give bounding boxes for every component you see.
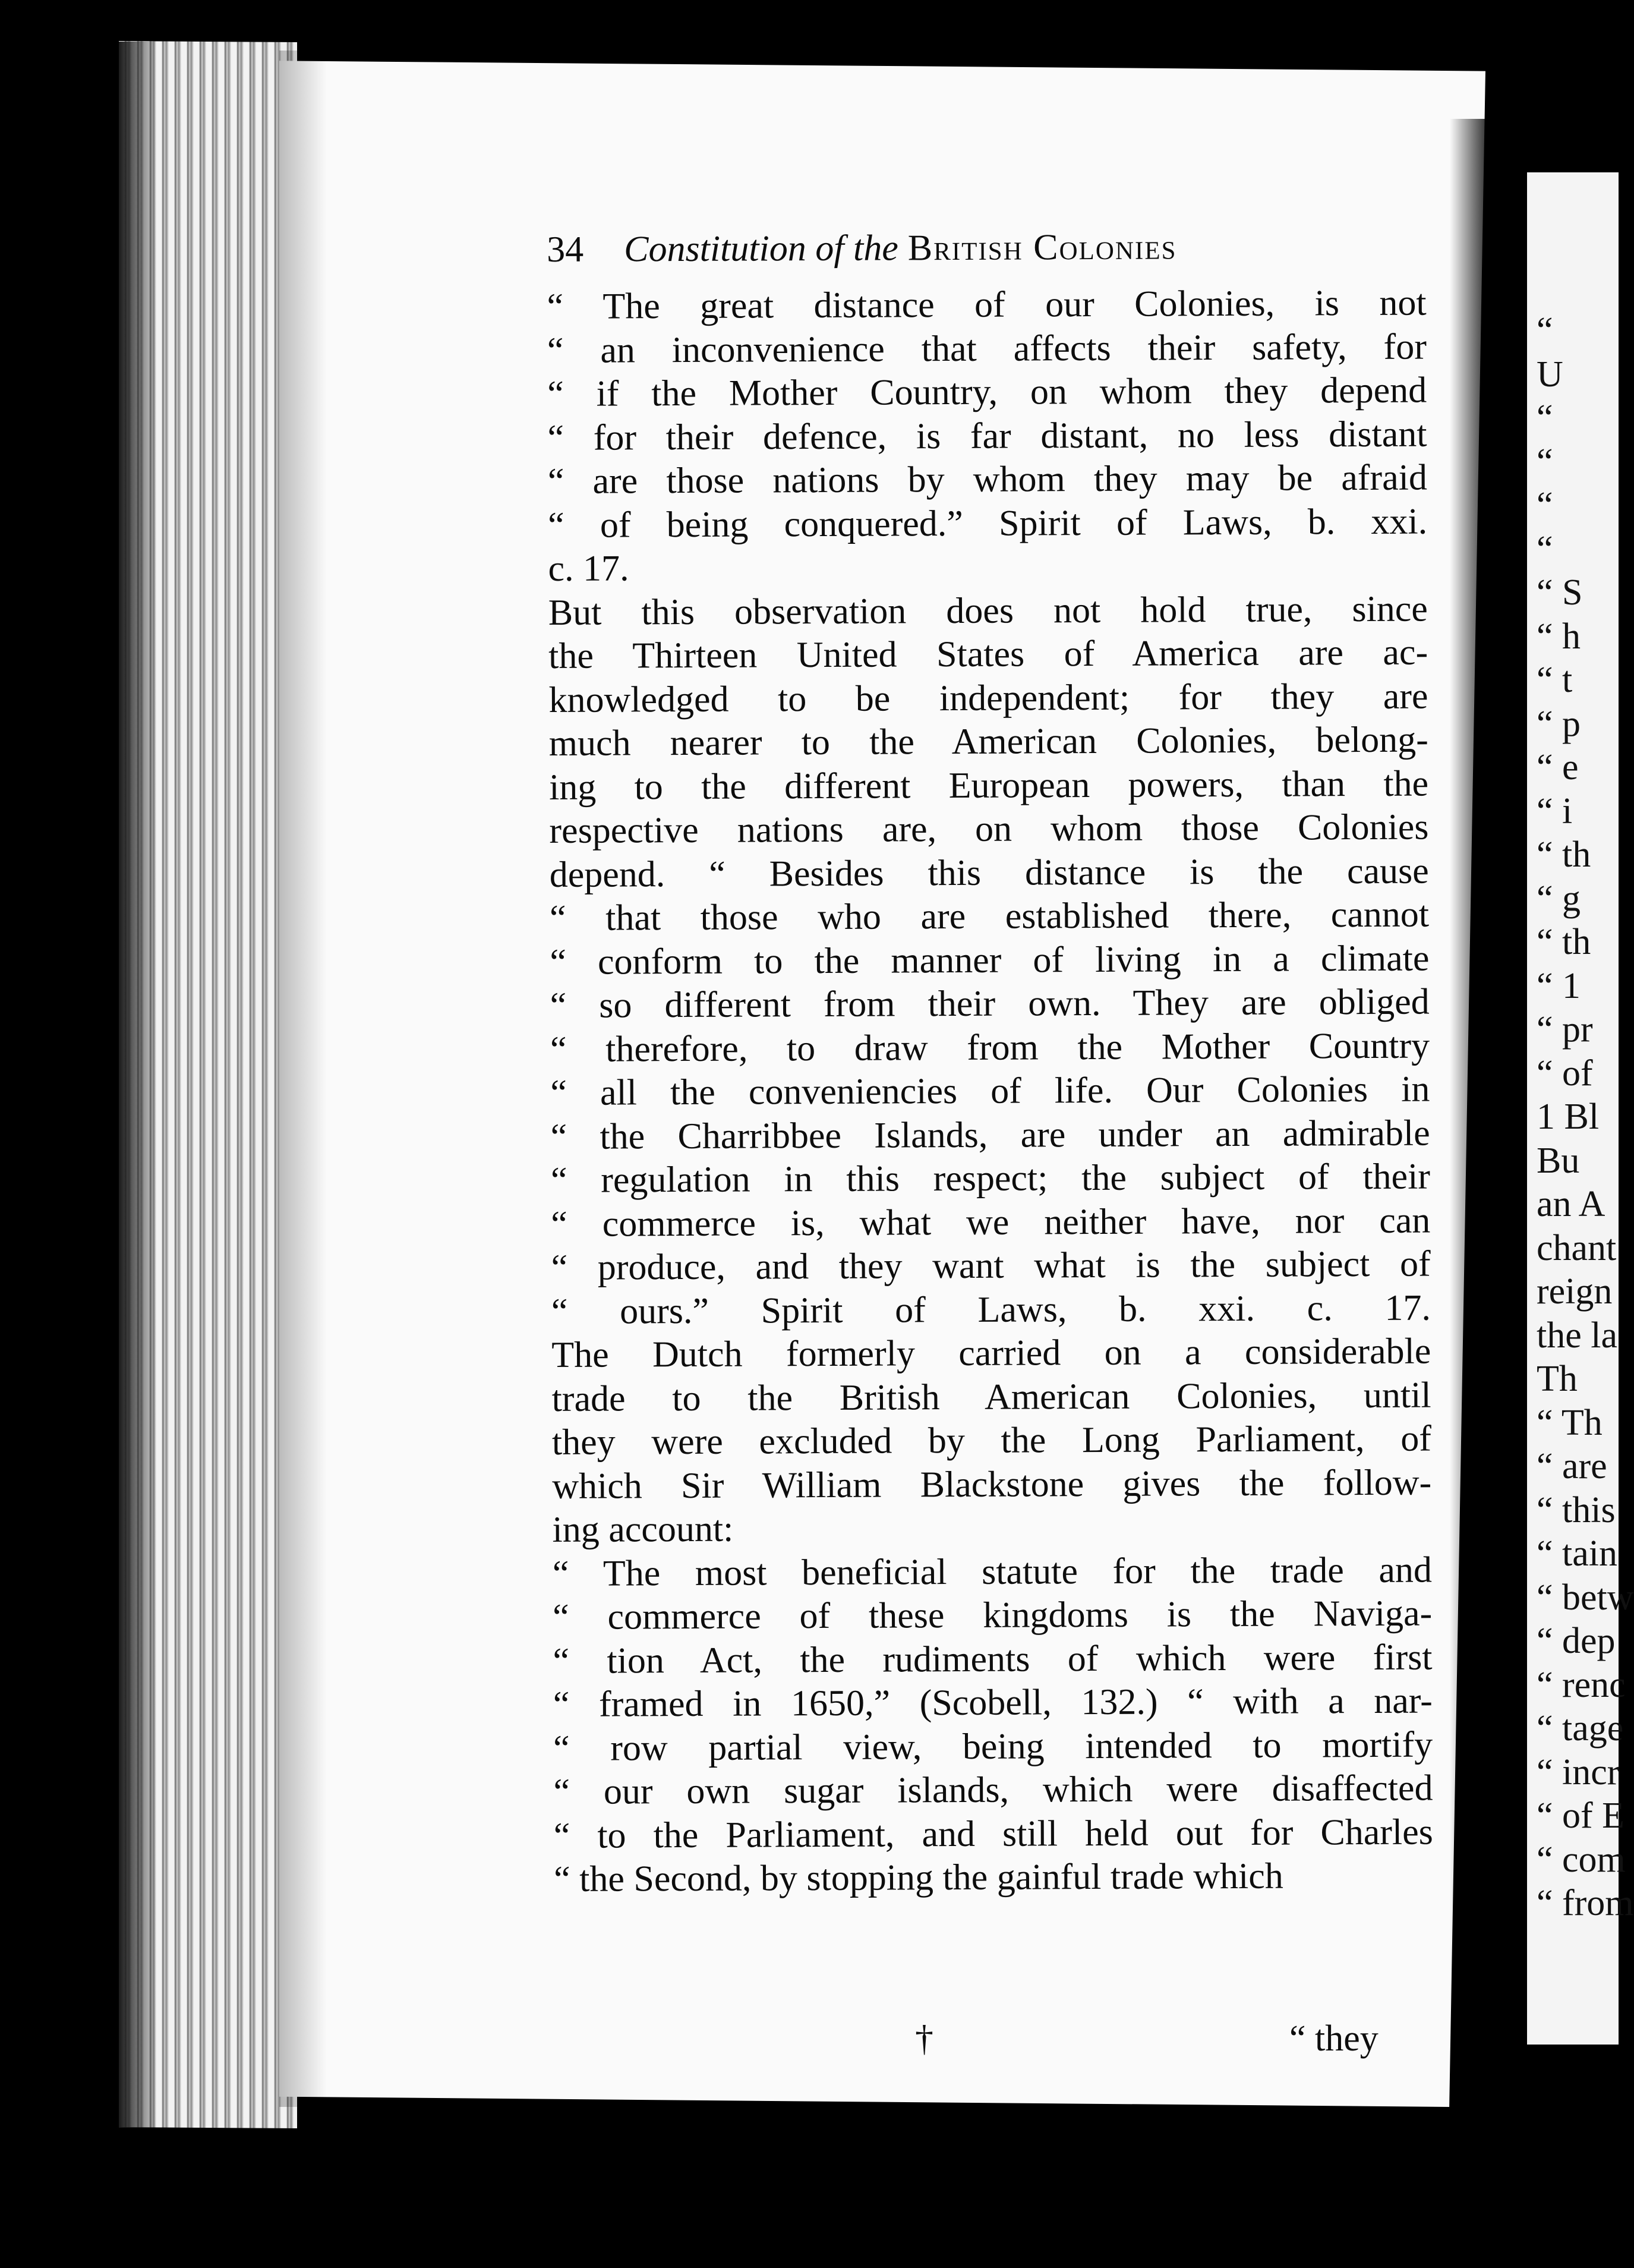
text-line: “ regulation in this respect; the subject of their <box>550 1156 1431 1201</box>
text-line: much nearer to the American Colonies, belong- <box>548 719 1428 764</box>
running-head-caps: British Colonies <box>907 226 1177 269</box>
facing-page-line: “ are <box>1537 1446 1607 1486</box>
text-line: ing to the different European powers, than the <box>548 763 1429 808</box>
running-head <box>547 222 1426 273</box>
facing-page-line: “ renc <box>1537 1664 1626 1705</box>
facing-page-line: “ tage <box>1537 1708 1624 1749</box>
text-line: “ produce, and they want what is the subject of <box>551 1243 1431 1288</box>
facing-page-line: “ <box>1537 528 1553 569</box>
text-line: ing account: <box>552 1508 734 1550</box>
text-line: “ so different from their own. They are obliged <box>550 981 1430 1026</box>
book-edge-shadow <box>119 42 154 2128</box>
text-line: “ The most beneficial statute for the trade and <box>552 1549 1433 1594</box>
facing-page-line: “ betw <box>1537 1577 1634 1618</box>
facing-page-line: “ th <box>1537 834 1591 875</box>
text-line: “ all the conveniencies of life. Our Colonies in <box>550 1069 1430 1113</box>
facing-page-line: Bu <box>1537 1140 1580 1181</box>
page-number: 34 <box>547 229 584 270</box>
facing-page-line: U <box>1537 354 1563 395</box>
text-line: “ tion Act, the rudiments of which were first <box>553 1637 1433 1681</box>
text-line: “ ours.” Spirit of Laws, b. xxi. c. 17. <box>551 1287 1431 1332</box>
text-line: “ the Charribbee Islands, are under an admirable <box>550 1113 1430 1157</box>
facing-page-line: “ com <box>1537 1839 1626 1880</box>
text-line: “ are those nations by whom they may be afraid <box>547 457 1428 502</box>
facing-page-line: “ this <box>1537 1489 1616 1530</box>
text-line: “ commerce is, what we neither have, nor can <box>551 1200 1431 1245</box>
facing-page-line: chant <box>1537 1227 1617 1268</box>
text-line: which Sir William Blackstone gives the follow- <box>552 1462 1432 1507</box>
facing-page-line: “ tain <box>1537 1533 1617 1574</box>
text-line: “ framed in 1650,” (Scobell, 132.) “ with a nar- <box>553 1680 1433 1725</box>
facing-page-line: “ i <box>1537 790 1573 831</box>
text-line: they were excluded by the Long Parliament, of <box>551 1418 1432 1463</box>
facing-page-line: “ <box>1537 398 1553 438</box>
text-line: “ to the Parliament, and still held out for Charles <box>553 1812 1433 1856</box>
running-head-title: Constitution of the <box>624 228 898 270</box>
text-line: “ commerce of these kingdoms is the Naviga- <box>553 1593 1433 1637</box>
signature-mark: † <box>914 2018 934 2059</box>
text-line: “ therefore, to draw from the Mother Country <box>550 1025 1430 1070</box>
facing-page-line: “ incr <box>1537 1752 1620 1793</box>
page-edge-shade <box>279 51 327 2107</box>
facing-page-line: an A <box>1537 1184 1605 1224</box>
facing-page-line: “ p <box>1537 703 1581 744</box>
text-line: depend. “ Besides this distance is the cause <box>549 850 1429 895</box>
facing-page-line: “ t <box>1537 660 1573 700</box>
facing-page-line: “ <box>1537 441 1553 482</box>
text-line: “ conform to the manner of living in a climate <box>550 938 1430 982</box>
facing-page-line: “ th <box>1537 922 1591 962</box>
facing-page-line: “ g <box>1537 878 1581 919</box>
facing-page-line: “ pr <box>1537 1009 1593 1050</box>
text-line: “ an inconvenience that affects their safety, for <box>547 326 1427 371</box>
facing-page-line: “ 1 <box>1537 965 1581 1006</box>
text-line: “ that those who are established there, cannot <box>549 894 1430 938</box>
text-line: respective nations are, on whom those Colonies <box>549 807 1429 851</box>
facing-page-line: “ S <box>1537 572 1583 613</box>
text-line: “ our own sugar islands, which were disaffected <box>553 1768 1433 1812</box>
facing-page-line: “ h <box>1537 616 1581 657</box>
text-line: c. 17. <box>548 548 629 589</box>
text-line: “ for their defence, is far distant, no less distant <box>547 414 1427 458</box>
facing-page-line: “ <box>1537 310 1553 351</box>
facing-page-line: the la <box>1537 1315 1617 1356</box>
text-line: knowledged to be independent; for they are <box>548 676 1428 720</box>
facing-page-text <box>1537 309 1634 1926</box>
text-line: “ of being conquered.” Spirit of Laws, b. xxi. <box>548 501 1428 546</box>
facing-page-line: “ dep <box>1537 1621 1616 1661</box>
body-text <box>547 282 1433 1902</box>
text-line: The Dutch formerly carried on a considerable <box>551 1331 1431 1375</box>
facing-page-line: 1 Bl <box>1537 1097 1600 1137</box>
text-line: trade to the British American Colonies, until <box>551 1375 1431 1419</box>
facing-page-line: “ from <box>1537 1883 1634 1923</box>
gutter-shadow <box>1450 119 1527 2128</box>
text-line: “ row partial view, being intended to mortify <box>553 1724 1433 1769</box>
text-line: “ if the Mother Country, on whom they depend <box>547 370 1427 414</box>
facing-page-line: Th <box>1537 1359 1578 1399</box>
facing-page-line: “ of E <box>1537 1796 1625 1836</box>
catchword: “ they <box>1289 2018 1379 2059</box>
page-text-block <box>547 222 1433 1902</box>
text-line: “ the Second, by stopping the gainful trade which <box>553 1856 1283 1900</box>
facing-page-line: “ e <box>1537 747 1579 788</box>
text-line: the Thirteen United States of America are ac- <box>548 632 1428 676</box>
text-line: “ The great distance of our Colonies, is not <box>547 282 1427 327</box>
facing-page-line: “ Th <box>1537 1402 1603 1443</box>
facing-page-line: reign <box>1537 1271 1613 1312</box>
facing-page-line: “ <box>1537 485 1553 525</box>
text-line: But this observation does not hold true, since <box>548 588 1428 633</box>
facing-page-line: “ of <box>1537 1053 1593 1094</box>
